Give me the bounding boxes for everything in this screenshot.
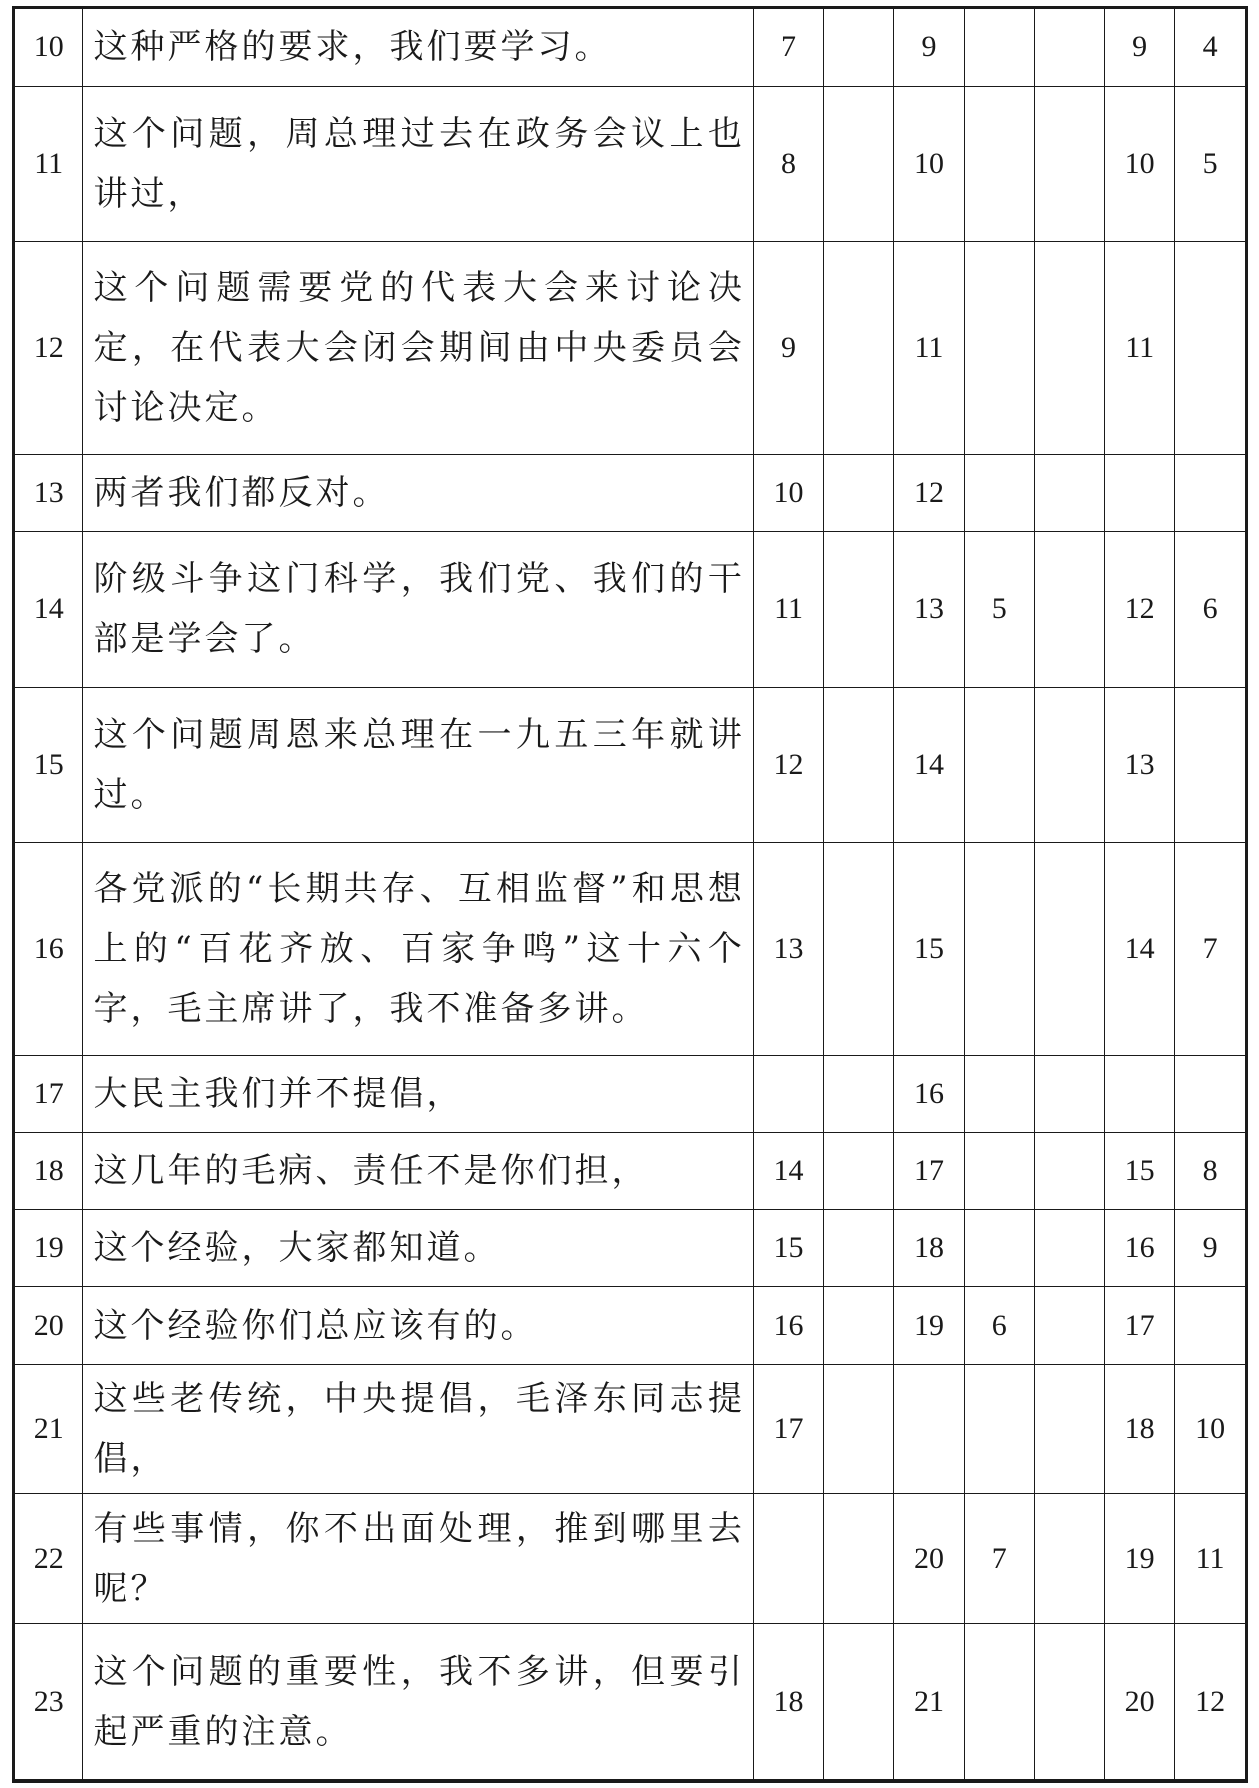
count-cell-2 [824, 454, 894, 531]
row-number: 10 [15, 9, 83, 86]
data-table-page [12, 6, 1248, 1780]
row-number: 22 [15, 1494, 83, 1624]
count-cell-4 [964, 1055, 1034, 1132]
count-cell-1: 12 [753, 687, 823, 843]
sentence-text: 两者我们都反对。 [83, 454, 753, 531]
count-cell-4 [964, 9, 1034, 86]
count-cell-4: 5 [964, 532, 1034, 688]
table-row [15, 532, 1245, 688]
count-cell-1: 18 [753, 1624, 823, 1780]
sentence-text: 这个经验你们总应该有的。 [83, 1287, 753, 1364]
count-cell-2 [824, 532, 894, 688]
count-cell-6: 15 [1105, 1132, 1175, 1209]
count-cell-5 [1034, 1624, 1104, 1780]
row-number: 16 [15, 843, 83, 1055]
sentence-text: 这个问题需要党的代表大会来讨论决定，在代表大会闭会期间由中央委员会讨论决定。 [83, 242, 753, 454]
count-cell-4 [964, 1210, 1034, 1287]
count-cell-6: 14 [1105, 843, 1175, 1055]
count-cell-5 [1034, 454, 1104, 531]
count-cell-3: 16 [894, 1055, 964, 1132]
count-cell-6: 18 [1105, 1364, 1175, 1494]
table-row [15, 687, 1245, 843]
count-cell-6: 17 [1105, 1287, 1175, 1364]
count-cell-5 [1034, 86, 1104, 242]
count-cell-2 [824, 1287, 894, 1364]
count-cell-2 [824, 9, 894, 86]
count-cell-2 [824, 843, 894, 1055]
sentence-text: 这个问题周恩来总理在一九五三年就讲过。 [83, 687, 753, 843]
count-cell-7: 6 [1175, 532, 1245, 688]
count-cell-4 [964, 1132, 1034, 1209]
count-cell-7: 11 [1175, 1494, 1245, 1624]
count-cell-3: 18 [894, 1210, 964, 1287]
count-cell-7: 7 [1175, 843, 1245, 1055]
count-cell-4 [964, 843, 1034, 1055]
count-cell-6: 9 [1105, 9, 1175, 86]
sentence-text: 这个问题的重要性，我不多讲，但要引起严重的注意。 [83, 1624, 753, 1780]
count-cell-1: 8 [753, 86, 823, 242]
count-cell-2 [824, 1364, 894, 1494]
count-cell-6: 10 [1105, 86, 1175, 242]
count-cell-1: 9 [753, 242, 823, 454]
count-cell-4: 7 [964, 1494, 1034, 1624]
count-cell-5 [1034, 1364, 1104, 1494]
count-cell-5 [1034, 532, 1104, 688]
count-cell-1 [753, 1494, 823, 1624]
count-cell-1: 7 [753, 9, 823, 86]
table-row [15, 1055, 1245, 1132]
count-cell-6 [1105, 1055, 1175, 1132]
count-cell-3: 21 [894, 1624, 964, 1780]
row-number: 17 [15, 1055, 83, 1132]
row-number: 14 [15, 532, 83, 688]
table-row [15, 1364, 1245, 1494]
sentence-text: 这些老传统，中央提倡，毛泽东同志提倡， [83, 1364, 753, 1494]
row-number: 12 [15, 242, 83, 454]
row-number: 23 [15, 1624, 83, 1780]
row-number: 11 [15, 86, 83, 242]
count-cell-5 [1034, 9, 1104, 86]
row-number: 21 [15, 1364, 83, 1494]
count-cell-6: 20 [1105, 1624, 1175, 1780]
sentence-text: 这个经验，大家都知道。 [83, 1210, 753, 1287]
count-cell-3: 13 [894, 532, 964, 688]
table-row [15, 1132, 1245, 1209]
sentence-text: 这几年的毛病、责任不是你们担， [83, 1132, 753, 1209]
count-cell-5 [1034, 1132, 1104, 1209]
count-cell-6: 19 [1105, 1494, 1175, 1624]
count-cell-4 [964, 1364, 1034, 1494]
count-cell-3: 19 [894, 1287, 964, 1364]
table-row [15, 9, 1245, 86]
count-cell-2 [824, 1494, 894, 1624]
count-cell-7: 12 [1175, 1624, 1245, 1780]
sentence-comparison-table [15, 9, 1245, 1780]
count-cell-7 [1175, 454, 1245, 531]
count-cell-1: 17 [753, 1364, 823, 1494]
sentence-text: 这个问题，周总理过去在政务会议上也讲过， [83, 86, 753, 242]
count-cell-2 [824, 242, 894, 454]
sentence-text: 这种严格的要求，我们要学习。 [83, 9, 753, 86]
count-cell-3: 20 [894, 1494, 964, 1624]
row-number: 18 [15, 1132, 83, 1209]
row-number: 13 [15, 454, 83, 531]
table-row [15, 1624, 1245, 1780]
count-cell-1: 14 [753, 1132, 823, 1209]
count-cell-6: 11 [1105, 242, 1175, 454]
count-cell-7 [1175, 1287, 1245, 1364]
sentence-text: 各党派的“长期共存、互相监督”和思想上的“百花齐放、百家争鸣”这十六个字，毛主席讲了，我不准备多讲。 [83, 843, 753, 1055]
count-cell-3: 10 [894, 86, 964, 242]
count-cell-7 [1175, 1055, 1245, 1132]
count-cell-4 [964, 454, 1034, 531]
count-cell-4 [964, 242, 1034, 454]
count-cell-2 [824, 1210, 894, 1287]
count-cell-7: 5 [1175, 86, 1245, 242]
count-cell-4 [964, 1624, 1034, 1780]
count-cell-1: 11 [753, 532, 823, 688]
count-cell-4 [964, 687, 1034, 843]
count-cell-3: 9 [894, 9, 964, 86]
sentence-text: 大民主我们并不提倡， [83, 1055, 753, 1132]
sentence-text: 阶级斗争这门科学，我们党、我们的干部是学会了。 [83, 532, 753, 688]
count-cell-5 [1034, 1210, 1104, 1287]
count-cell-1: 13 [753, 843, 823, 1055]
count-cell-1: 16 [753, 1287, 823, 1364]
row-number: 15 [15, 687, 83, 843]
count-cell-7 [1175, 242, 1245, 454]
count-cell-1: 10 [753, 454, 823, 531]
count-cell-3: 17 [894, 1132, 964, 1209]
count-cell-2 [824, 687, 894, 843]
count-cell-2 [824, 1055, 894, 1132]
count-cell-6: 12 [1105, 532, 1175, 688]
count-cell-4: 6 [964, 1287, 1034, 1364]
count-cell-7 [1175, 687, 1245, 843]
table-row [15, 1210, 1245, 1287]
count-cell-2 [824, 1132, 894, 1209]
count-cell-1: 15 [753, 1210, 823, 1287]
count-cell-6: 13 [1105, 687, 1175, 843]
count-cell-6 [1105, 454, 1175, 531]
count-cell-2 [824, 86, 894, 242]
count-cell-5 [1034, 1055, 1104, 1132]
count-cell-5 [1034, 1287, 1104, 1364]
count-cell-7: 8 [1175, 1132, 1245, 1209]
count-cell-7: 4 [1175, 9, 1245, 86]
row-number: 20 [15, 1287, 83, 1364]
count-cell-5 [1034, 687, 1104, 843]
count-cell-4 [964, 86, 1034, 242]
count-cell-3: 14 [894, 687, 964, 843]
count-cell-3 [894, 1364, 964, 1494]
count-cell-2 [824, 1624, 894, 1780]
count-cell-5 [1034, 843, 1104, 1055]
table-row [15, 1494, 1245, 1624]
count-cell-5 [1034, 1494, 1104, 1624]
count-cell-7: 10 [1175, 1364, 1245, 1494]
count-cell-1 [753, 1055, 823, 1132]
table-row [15, 242, 1245, 454]
count-cell-5 [1034, 242, 1104, 454]
table-row [15, 454, 1245, 531]
table-row [15, 86, 1245, 242]
sentence-text: 有些事情，你不出面处理，推到哪里去呢？ [83, 1494, 753, 1624]
row-number: 19 [15, 1210, 83, 1287]
table-row [15, 843, 1245, 1055]
count-cell-3: 11 [894, 242, 964, 454]
count-cell-7: 9 [1175, 1210, 1245, 1287]
count-cell-3: 15 [894, 843, 964, 1055]
count-cell-6: 16 [1105, 1210, 1175, 1287]
count-cell-3: 12 [894, 454, 964, 531]
table-row [15, 1287, 1245, 1364]
